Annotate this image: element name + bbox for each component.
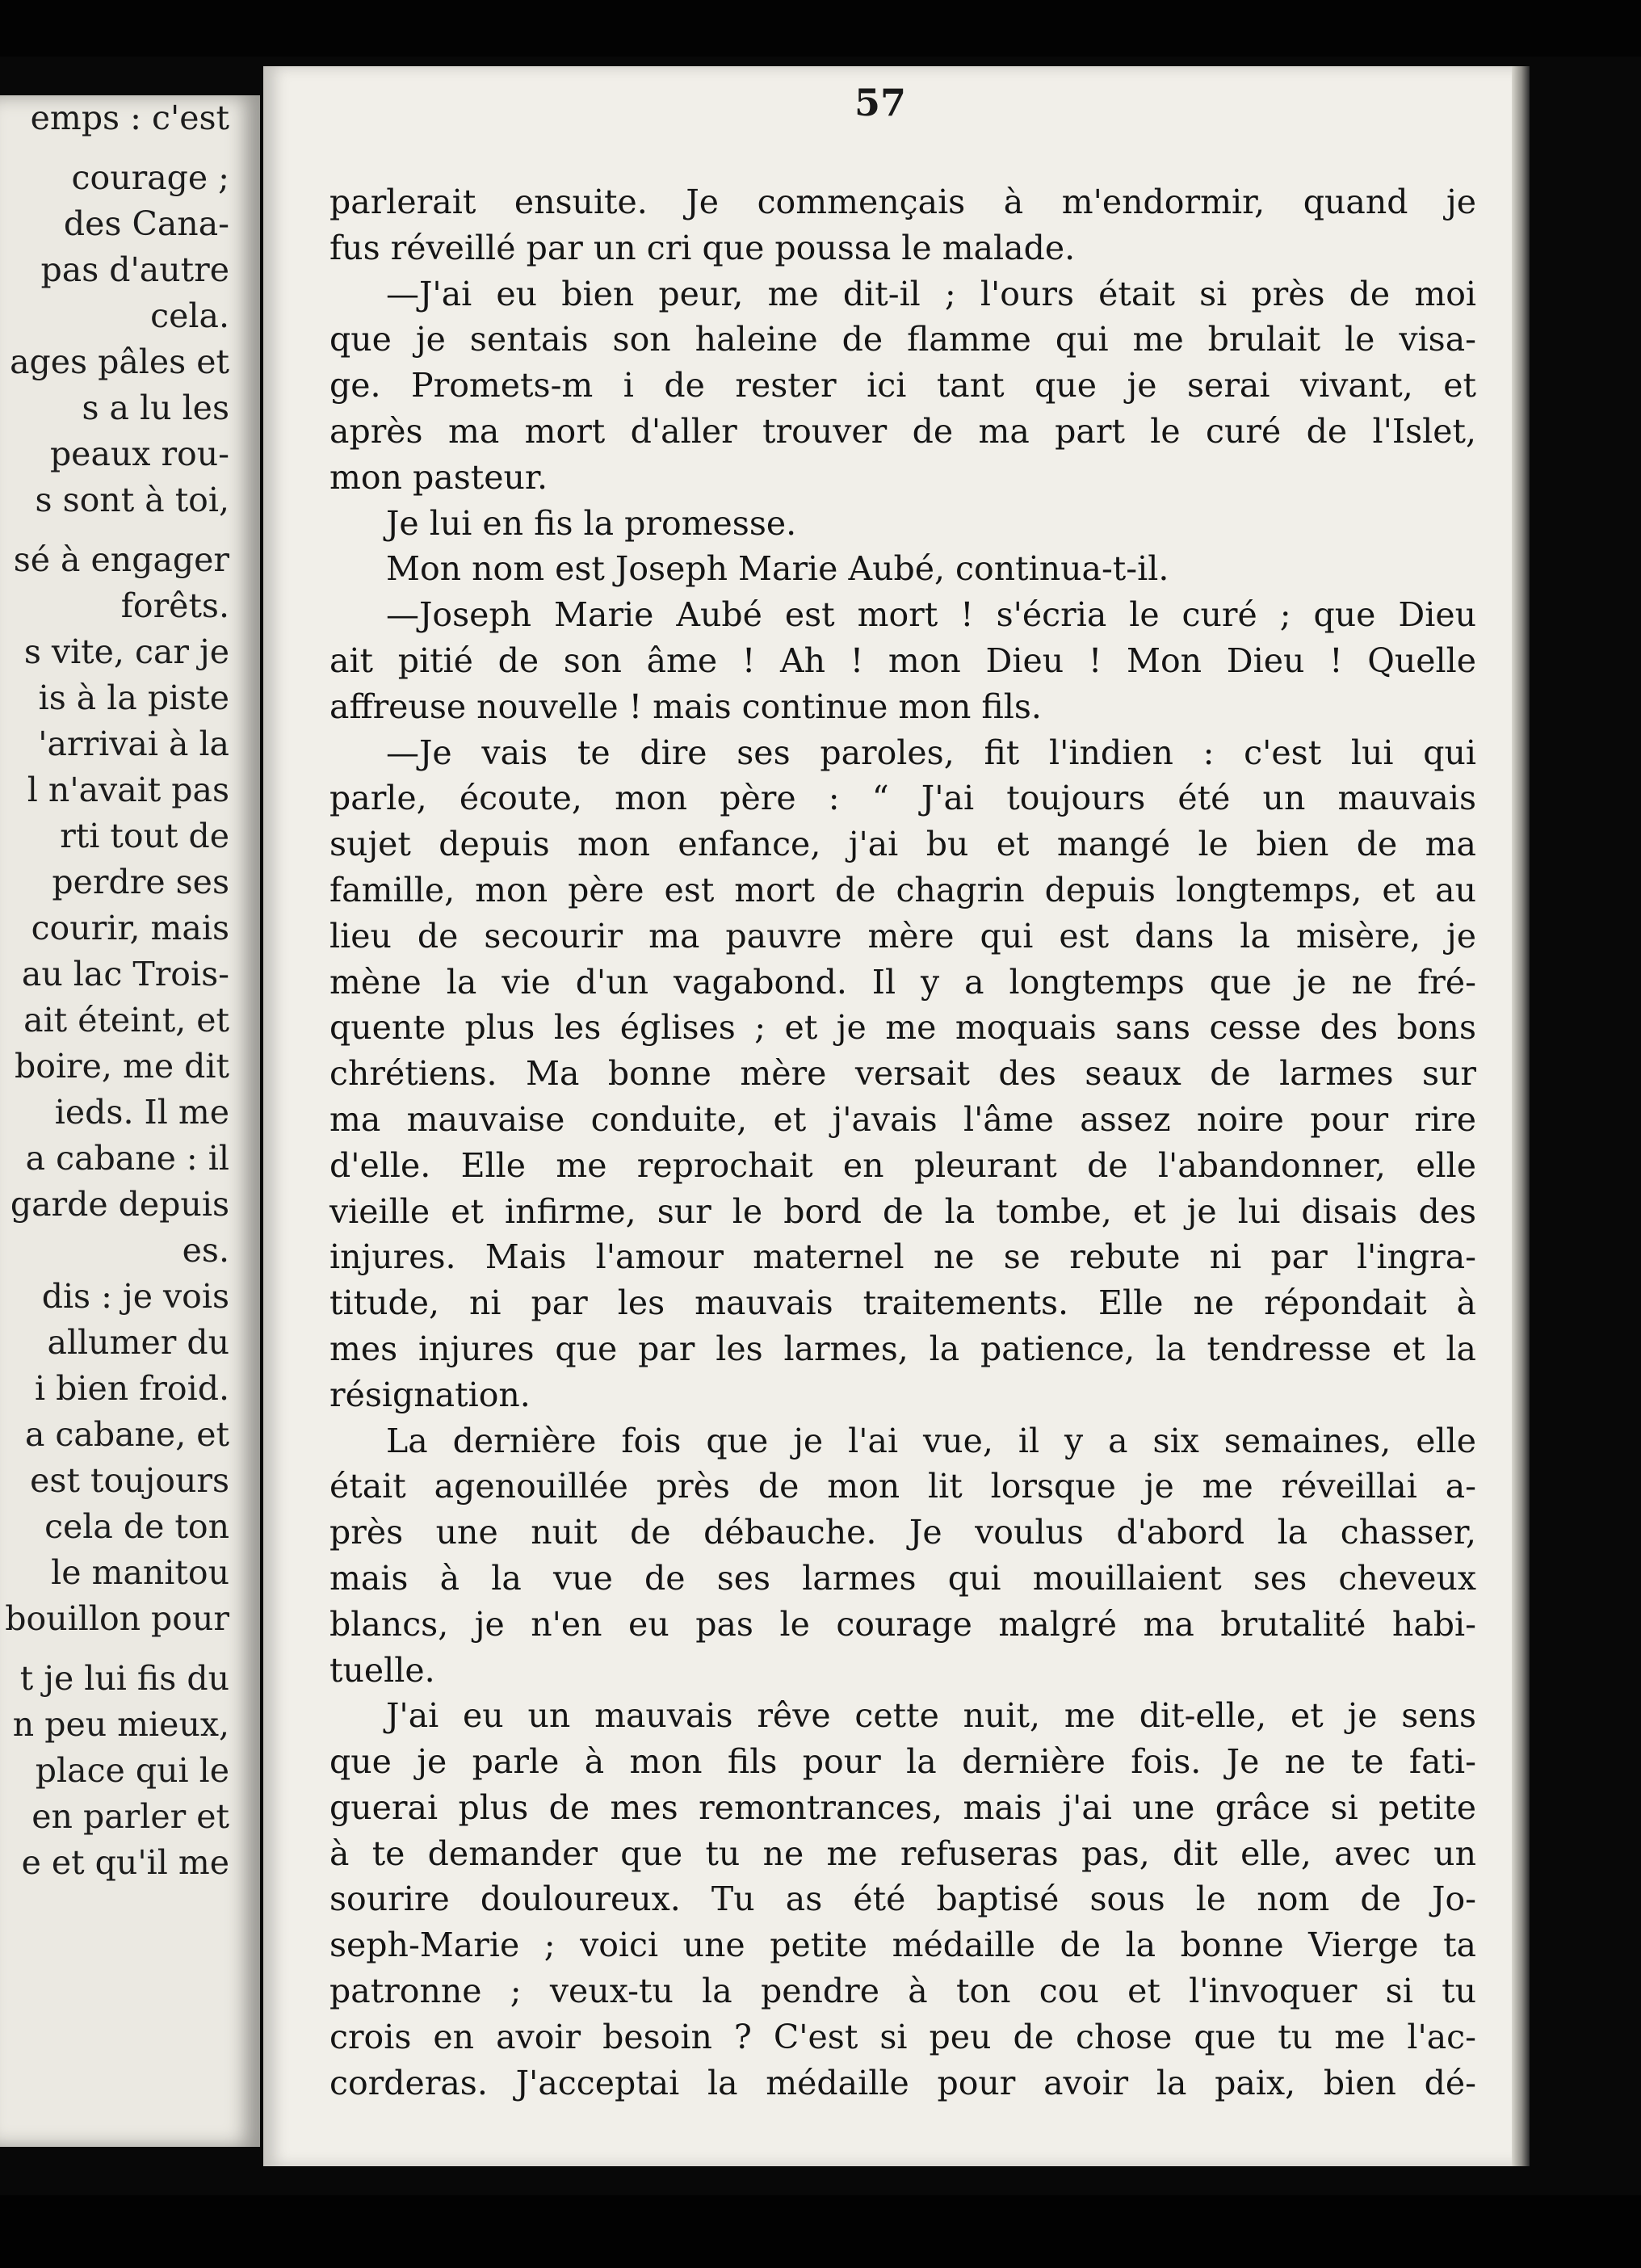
- left-page-line: ait éteint, et: [23, 1001, 229, 1040]
- left-page-line: courage ;: [71, 158, 229, 197]
- page-number: 57: [854, 81, 906, 124]
- left-page-line: ieds. Il me: [54, 1093, 229, 1132]
- left-page-line: [5, 1642, 229, 1656]
- left-page-line: es.: [182, 1231, 229, 1270]
- left-page-line: peaux rou-: [49, 435, 229, 473]
- left-page-line: i bien froid.: [34, 1369, 229, 1408]
- text-line: quente plus les églises ; et je me moquais sans cesse des bons: [329, 1008, 1476, 1048]
- text-line: patronne ; veux-tu la pendre à ton cou et l'invoquer si tu: [329, 1972, 1476, 2011]
- text-line: sourire douloureux. Tu as été baptisé sous le nom de Jo-: [329, 1880, 1476, 1919]
- text-line: —Je vais te dire ses paroles, fit l'indien : c'est lui qui: [386, 733, 1476, 772]
- text-line: lieu de secourir ma pauvre mère qui est dans la misère, je: [329, 916, 1476, 956]
- text-line: mène la vie d'un vagabond. Il y a longtemps que je ne fré-: [329, 962, 1476, 1002]
- left-page-line: e et qu'il me: [21, 1843, 229, 1882]
- left-page-line: s vite, car je: [23, 632, 229, 671]
- text-line: seph-Marie ; voici une petite médaille de la bonne Vierge ta: [329, 1926, 1476, 1965]
- left-page-line: des Cana-: [63, 204, 229, 243]
- text-line: ma mauvaise conduite, et j'avais l'âme assez noire pour rire: [329, 1099, 1476, 1139]
- left-page-line: cela de ton: [44, 1507, 229, 1546]
- left-page-line: bouillon pour: [5, 1599, 229, 1638]
- left-page-line: allumer du: [47, 1323, 229, 1362]
- text-line: tuelle.: [329, 1650, 435, 1690]
- left-page-line: dis : je vois: [41, 1277, 229, 1316]
- left-page-line: le manitou: [51, 1553, 229, 1592]
- left-page-line: s sont à toi,: [35, 481, 229, 519]
- text-line: fus réveillé par un cri que poussa le malade.: [329, 228, 1076, 267]
- text-line: —J'ai eu bien peur, me dit-il ; l'ours était si près de moi: [386, 274, 1476, 313]
- left-page-line: is à la piste: [38, 678, 229, 717]
- text-line: titude, ni par les mauvais traitements. Elle ne répondait à: [329, 1283, 1476, 1323]
- left-page-line: est toujours: [30, 1461, 229, 1500]
- text-line: parle, écoute, mon père : “ J'ai toujours été un mauvais: [329, 779, 1476, 818]
- text-line: mes injures que par les larmes, la patience, la tendresse et la: [329, 1329, 1476, 1368]
- left-page-line: forêts.: [120, 586, 229, 625]
- text-line: ait pitié de son âme ! Ah ! mon Dieu ! Mon Dieu ! Quelle: [329, 640, 1476, 680]
- text-line: guerai plus de mes remontrances, mais j'ai une grâce si petite: [329, 1787, 1476, 1827]
- left-page-line: au lac Trois-: [21, 955, 229, 993]
- body-text: [329, 179, 1476, 2106]
- left-page-line: a cabane, et: [24, 1415, 229, 1454]
- left-page-line: 'arrivai à la: [38, 724, 229, 763]
- text-line: que je parle à mon fils pour la dernière fois. Je ne te fati-: [329, 1742, 1476, 1782]
- text-line: résignation.: [329, 1375, 531, 1414]
- text-line: mon pasteur.: [329, 457, 548, 497]
- left-page-line: a cabane : il: [25, 1139, 229, 1178]
- left-page-line: l n'avait pas: [27, 771, 229, 809]
- text-line: famille, mon père est mort de chagrin depuis longtemps, et au: [329, 870, 1476, 909]
- text-line: crois en avoir besoin ? C'est si peu de chose que tu me l'ac-: [329, 2017, 1476, 2056]
- left-page: [0, 95, 260, 2147]
- text-line: près une nuit de débauche. Je voulus d'abord la chasser,: [329, 1513, 1476, 1552]
- text-line: vieille et infirme, sur le bord de la tombe, et je lui disais des: [329, 1191, 1476, 1231]
- left-page-line: t je lui fis du: [19, 1659, 229, 1698]
- left-page-line: sé à engager: [13, 540, 229, 579]
- left-page-line: [5, 523, 229, 537]
- left-page-line: [5, 141, 229, 155]
- left-page-line: rti tout de: [60, 817, 229, 855]
- left-page-line: n peu mieux,: [12, 1705, 229, 1744]
- text-line: mais à la vue de ses larmes qui mouillaient ses cheveux: [329, 1558, 1476, 1598]
- left-page-line: perdre ses: [52, 863, 229, 901]
- text-line: ge. Promets-m i de rester ici tant que je serai vivant, et: [329, 366, 1476, 405]
- text-line: corderas. J'acceptai la médaille pour avoir la paix, bien dé-: [329, 2063, 1476, 2102]
- text-line: injures. Mais l'amour maternel ne se rebute ni par l'ingra-: [329, 1237, 1476, 1277]
- text-line: La dernière fois que je l'ai vue, il y a six semaines, elle: [386, 1421, 1476, 1460]
- left-page-line: en parler et: [31, 1797, 229, 1836]
- left-page-line: emps : c'est: [30, 99, 229, 137]
- left-page-line: garde depuis: [10, 1185, 229, 1224]
- left-page-line: pas d'autre: [40, 250, 229, 289]
- text-line: parlerait ensuite. Je commençais à m'endormir, quand je: [329, 183, 1476, 221]
- page-edge: [1512, 66, 1530, 2166]
- text-line: était agenouillée près de mon lit lorsque je me réveillai a-: [329, 1467, 1476, 1506]
- text-line: Mon nom est Joseph Marie Aubé, continua-t-il.: [386, 549, 1169, 589]
- text-line: J'ai eu un mauvais rêve cette nuit, me dit-elle, et je sens: [386, 1696, 1476, 1736]
- text-line: après ma mort d'aller trouver de ma part le curé de l'Islet,: [329, 411, 1476, 451]
- left-page-line: s a lu les: [82, 388, 229, 427]
- text-line: chrétiens. Ma bonne mère versait des seaux de larmes sur: [329, 1054, 1476, 1094]
- text-line: d'elle. Elle me reprochait en pleurant de l'abandonner, elle: [329, 1145, 1476, 1185]
- left-page-line: cela.: [150, 296, 229, 335]
- left-page-text: [5, 95, 229, 1886]
- film-border-bottom: [0, 2195, 1641, 2268]
- text-line: sujet depuis mon enfance, j'ai bu et mangé le bien de ma: [329, 825, 1476, 864]
- text-line: Je lui en fis la promesse.: [386, 503, 797, 543]
- text-line: affreuse nouvelle ! mais continue mon fils.: [329, 687, 1042, 726]
- left-page-line: boire, me dit: [15, 1047, 229, 1086]
- left-page-line: place qui le: [35, 1751, 229, 1790]
- left-page-line: courir, mais: [31, 909, 229, 947]
- film-border-top: [0, 0, 1641, 57]
- text-line: —Joseph Marie Aubé est mort ! s'écria le curé ; que Dieu: [386, 595, 1476, 635]
- left-page-line: ages pâles et: [10, 342, 229, 381]
- text-line: blancs, je n'en eu pas le courage malgré ma brutalité habi-: [329, 1604, 1476, 1644]
- text-line: à te demander que tu ne me refuseras pas, dit elle, avec un: [329, 1833, 1476, 1873]
- text-line: que je sentais son haleine de flamme qui me brulait le visa-: [329, 320, 1476, 359]
